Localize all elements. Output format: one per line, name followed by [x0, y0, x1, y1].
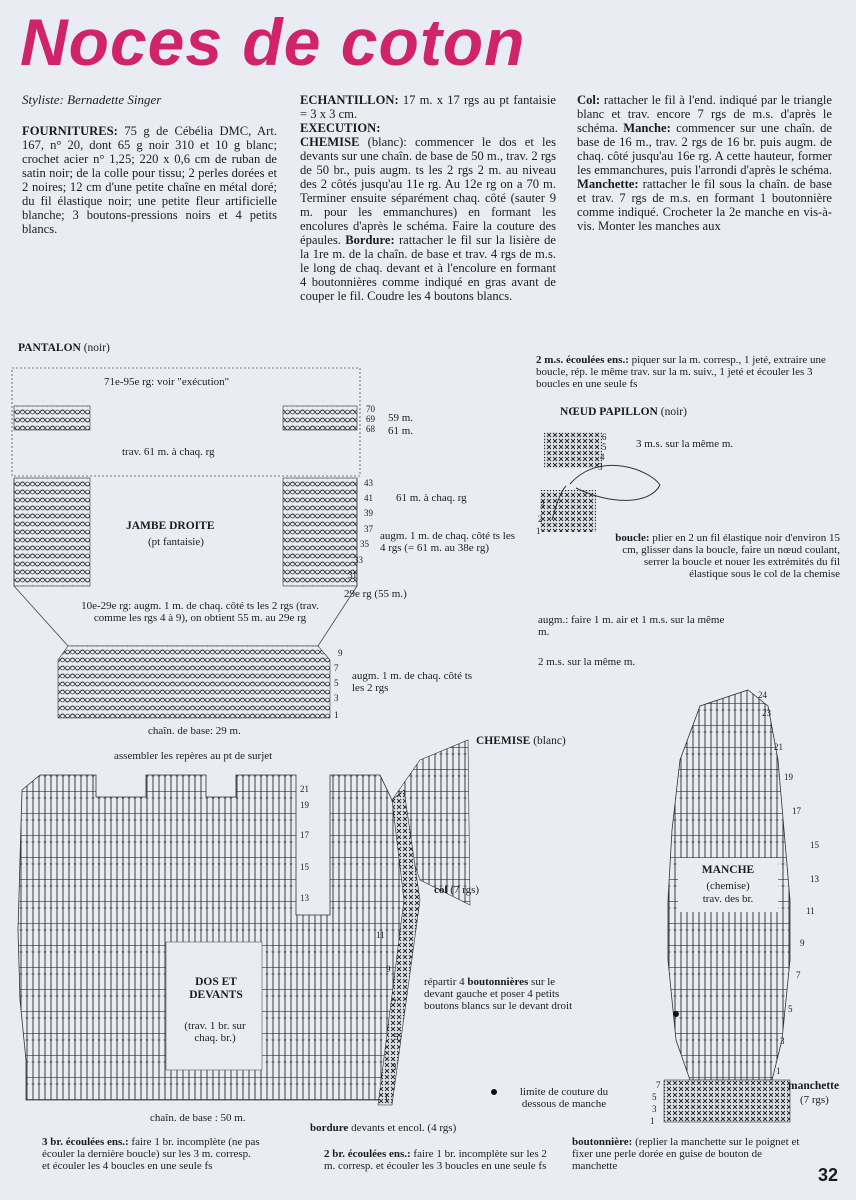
manche-row-3: 3: [780, 1036, 785, 1046]
pantalon-title: PANTALON (noir): [18, 342, 110, 354]
manche-row-9: 9: [800, 938, 805, 948]
chemise-row-3: 3: [392, 1062, 397, 1072]
legend-augm: augm.: faire 1 m. air et 1 m.s. sur la même m.: [538, 614, 725, 638]
pantalon-row-1: 1: [334, 710, 339, 720]
pantalon-cuff: [58, 646, 330, 718]
pantalon-row-39: 39: [364, 508, 373, 518]
chemise-row-17: 17: [300, 830, 309, 840]
dos-devants-title: DOS ET DEVANTS: [189, 976, 243, 1001]
chemise-row-7: 7: [392, 998, 397, 1008]
noeud-row-3b: 3: [540, 500, 545, 510]
manche-row-13: 13: [810, 874, 819, 884]
pantalon-row-9: 9: [338, 648, 343, 658]
boutonniere-note: boutonnière: (replier la manchette sur le poignet et fixer une perle dorée en guise de bouton de manchette: [572, 1136, 800, 1172]
manche-row-21: 21: [774, 742, 783, 752]
instructions-col-1: [22, 124, 277, 236]
legend-deux-ms-meme: 2 m.s. sur la même m.: [538, 656, 636, 668]
fournitures-label: FOURNITURES:: [22, 124, 118, 138]
chemise-diagram: [18, 740, 470, 1105]
chemise-row-5: 5: [394, 1032, 399, 1042]
chemise-bordure-note: bordure devants et encol. (4 rgs): [310, 1122, 457, 1134]
echantillon-label: ECHANTILLON:: [300, 93, 399, 107]
legend-boucle: boucle: plier en 2 un fil élastique noir d'environ 15 cm, glisser dans la boucle, faire un nœud coulant, serrer la boucle et nouer les extrémités du fil élastique sous le col de la chemise: [615, 532, 840, 580]
manche-instr-text: commencer sur une chaîn. de base de 16 m., trav. 2 rgs de 16 br. puis augm. de chaq. côté jusqu'au 16e rg. A cette hauteur, former les emmanchures, puis l'arrondi d'après le schéma.: [577, 121, 832, 177]
chemise-row-21: 21: [300, 784, 309, 794]
chemise-instr-label: CHEMISE: [300, 135, 360, 149]
legend-deux-ms: 2 m.s. écoulées ens.: piquer sur la m. corresp., 1 jeté, extraire une boucle, rép. le même trav. sur la m. suiv., 1 jeté et écouler les 3 boucles en une seule fs: [536, 354, 826, 390]
page-number: 32: [817, 1165, 838, 1185]
manche-row-5: 5: [788, 1004, 793, 1014]
noeud-row-5: 5: [602, 442, 607, 452]
manchette-instr-label: Manchette:: [577, 177, 639, 191]
manche-row-17: 17: [792, 806, 801, 816]
noeud-title: NŒUD PAPILLON (noir): [560, 406, 687, 418]
manchette-row-7: 7: [656, 1080, 661, 1090]
pantalon-augm-low: augm. 1 m. de chaq. côté ts les 2 rgs: [352, 670, 473, 694]
pantalon-row-41: 41: [364, 493, 373, 503]
pantalon-row-35: 35: [360, 539, 369, 549]
chemise-assembler: assembler les repères au pt de surjet: [114, 750, 273, 762]
pantalon-leg-left: [14, 478, 90, 586]
manchette-band: [664, 1080, 790, 1122]
dos-devants-box: [166, 942, 262, 1070]
noeud-row-4: 4: [600, 452, 605, 462]
pantalon-top-band: [14, 406, 90, 430]
chemise-row-15: 15: [300, 862, 309, 872]
chemise-title: CHEMISE (blanc): [476, 735, 566, 747]
manche-row-7: 7: [796, 970, 801, 980]
pantalon-augm-note: augm. 1 m. de chaq. côté ts les 4 rgs (= 61 m. au 38e rg): [380, 530, 516, 554]
manche-instr-label: Manche:: [623, 121, 671, 135]
pantalon-61m: 61 m.: [388, 425, 414, 437]
pantalon-row-69: 69: [366, 414, 375, 424]
manche-row-11: 11: [806, 906, 815, 916]
bordure-instr-text: rattacher le fil sur la lisière de la 1re m. de la chaîn. de base et trav. 4 rgs de m.s. le long de chaq. devant et à l'encolure en formant 4 boutonnières comme indiqué en gras avant de couper le fil. Coudre les 4 boutons blancs.: [300, 233, 557, 303]
pantalon-rg29: 29e rg (55 m.): [344, 588, 407, 600]
manche-row-15: 15: [810, 840, 819, 850]
pantalon-row-37: 37: [364, 524, 373, 534]
pantalon-row-3: 3: [334, 693, 339, 703]
noeud-row-1: 1: [536, 526, 541, 536]
manche-diagram: [664, 690, 790, 1122]
chemise-row-1: 1: [384, 1092, 389, 1102]
chemise-row-13: 13: [300, 893, 309, 903]
pantalon-leg-right: [283, 478, 357, 586]
col-instr-label: Col:: [577, 93, 601, 107]
pantalon-rows-10-29: 10e-29e rg: augm. 1 m. de chaq. côté ts les 2 rgs (trav. comme les rgs 4 à 9), on obtient 55 m. au 29e rg: [81, 600, 319, 624]
manchette-row-1: 1: [650, 1116, 655, 1126]
pantalon-top-band-right: [283, 406, 357, 430]
chemise-chain-base: chaîn. de base : 50 m.: [150, 1112, 246, 1124]
pantalon-row-31: 31: [348, 570, 357, 580]
pantalon-row-7: 7: [334, 663, 339, 673]
manchette-row-5: 5: [652, 1092, 657, 1102]
manche-title: MANCHE: [701, 864, 755, 876]
col-label: col (7 rgs): [434, 884, 480, 896]
chemise-row-9: 9: [386, 964, 391, 974]
manche-sub2: trav. des br.: [702, 893, 754, 905]
pantalon-rows-note: 71e-95e rg: voir "exécution": [104, 376, 230, 388]
manche-row-19: 19: [784, 772, 793, 782]
noeud-top: [544, 432, 602, 468]
jambe-sub: (pt fantaisie): [148, 536, 204, 548]
col-instr-text: rattacher le fil à l'end. indiqué par le triangle blanc et trav. encore 7 rgs de m.s. d'après le schéma.: [577, 93, 833, 135]
manchette-label: manchette: [788, 1080, 840, 1092]
noeud-row-3a: 3: [598, 462, 603, 472]
legend-trois-ms: 3 m.s. sur la même m.: [636, 438, 734, 450]
footer-trois-br: 3 br. écoulées ens.: faire 1 br. incomplète (ne pas écouler la dernière boucle) sur les 3 m. corresp. et écouler les 4 boucles en une seule fs: [42, 1136, 260, 1172]
manche-limite: limite de couture du dessous de manche: [519, 1086, 609, 1110]
dos-devants-sub: (trav. 1 br. sur chaq. br.): [184, 1020, 246, 1044]
pantalon-61m-chaq: 61 m. à chaq. rg: [396, 492, 467, 504]
chemise-row-11: 11: [376, 930, 385, 940]
manche-sub1: (chemise): [706, 880, 750, 892]
manchette-rows: (7 rgs): [800, 1094, 829, 1106]
execution-label: EXECUTION:: [300, 121, 381, 135]
page-title: Noces de coton: [20, 5, 526, 79]
pantalon-row-33: 33: [354, 555, 363, 565]
manche-row-1: 1: [776, 1066, 781, 1076]
pantalon-row-68: 68: [366, 424, 375, 434]
jambe-title: JAMBE DROITE: [126, 520, 215, 532]
instructions-col-2: [300, 93, 556, 303]
pantalon-row-43: 43: [364, 478, 373, 488]
manche-row-23: 23: [762, 708, 771, 718]
noeud-bottom: [540, 490, 596, 532]
chemise-instr-text: (blanc): commencer le dos et les devants sur une chaîn. de base de 50 m., trav. 2 rgs de 50 br., puis augm. ts les 2 rgs 2 m. au niveau des 2 côtés jusqu'au 11e rg. Au 12e rg on a 70 m. Terminer ensuite séparément chaq. côté (sauter 9 m. pour les emmanchures) en formant les encolures d'après le schéma. Faire la couture des épaules.: [300, 135, 556, 247]
manchette-instr-text: rattacher le fil sous la chaîn. de base et trav. 7 rgs de m.s. en formant 1 boutonnière comme indiqué. Crocheter la 2e manche en vis-à-vis. Monter les manches aux: [577, 177, 832, 233]
pantalon-chain-base: chaîn. de base: 29 m.: [148, 725, 241, 737]
pantalon-59m: 59 m.: [388, 412, 414, 424]
manchette-row-3: 3: [652, 1104, 657, 1114]
chemise-row-19: 19: [300, 800, 309, 810]
instructions-col-3: [577, 93, 832, 233]
fournitures-text: 75 g de Cébélia DMC, Art. 167, n° 20, dont 65 g noir 310 et 10 g blanc; crochet acier n° 1,25; 220 x 0,6 cm de ruban de satin noir; de la colle pour tissu; 2 perles dorées et 2 noires; 12 cm d'une petite chaîne en métal doré; du fil élastique noir; une petite fleur artificielle blanche; 3 boutons-pressions noirs et 4 petits blancs.: [22, 124, 277, 236]
pantalon-trav-note: trav. 61 m. à chaq. rg: [122, 446, 215, 458]
manche-row-24: 24: [758, 690, 767, 700]
footer-deux-br: 2 br. écoulées ens.: faire 1 br. incomplète sur les 2 m. corresp. et écouler les 3 boucles en une seule fs: [324, 1148, 547, 1172]
boutonnieres-note: répartir 4 boutonnières sur le devant gauche et poser 4 petits boutons blancs sur le devant droit: [424, 976, 573, 1012]
echantillon-text: 17 m. x 17 rgs au pt fantaisie = 3 x 3 cm.: [300, 93, 556, 121]
noeud-row-6: 6: [602, 432, 607, 442]
stylist-credit: Styliste: Bernadette Singer: [22, 92, 162, 107]
bordure-instr-label: Bordure:: [345, 233, 395, 247]
noeud-row-2: 2: [538, 514, 543, 524]
pantalon-row-5: 5: [334, 678, 339, 688]
legend-bullet: [491, 1089, 497, 1095]
pantalon-row-70: 70: [366, 404, 375, 414]
limite-marker: [673, 1011, 679, 1017]
